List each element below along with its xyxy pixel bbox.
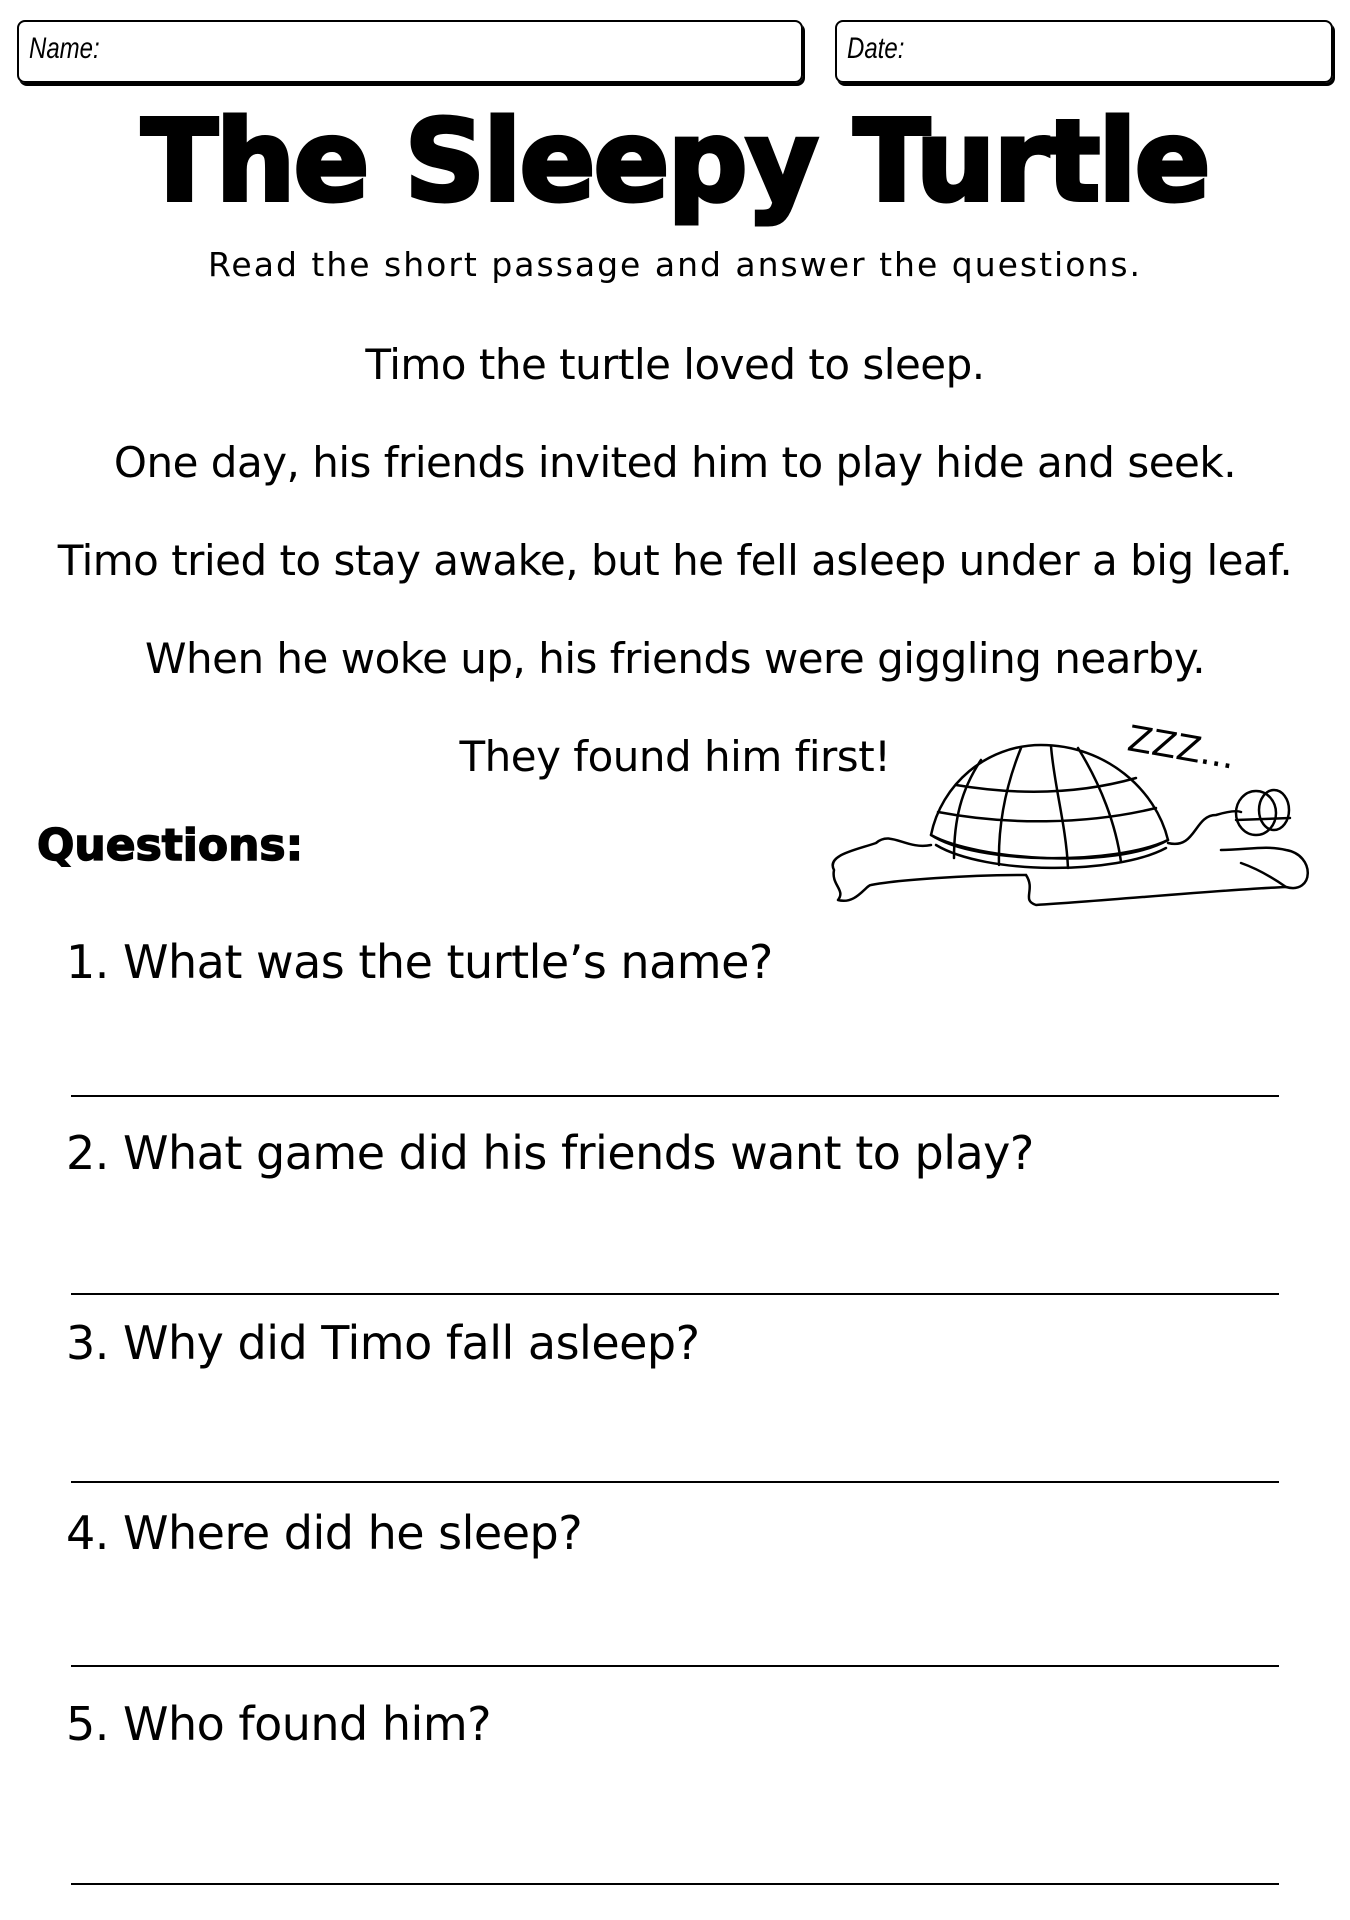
passage-line: Timo tried to stay awake, but he fell asleep under a big leaf. bbox=[57, 536, 1293, 585]
answer-line[interactable] bbox=[71, 1293, 1279, 1295]
answer-line[interactable] bbox=[71, 1095, 1279, 1097]
passage-line: They found him first! bbox=[459, 732, 891, 781]
passage-line: When he woke up, his friends were giggling nearby. bbox=[144, 634, 1206, 683]
question: 1. What was the turtle’s name? bbox=[66, 935, 773, 989]
name-field[interactable] bbox=[17, 20, 803, 83]
date-field[interactable] bbox=[835, 20, 1333, 83]
answer-line[interactable] bbox=[71, 1481, 1279, 1483]
instructions: Read the short passage and answer the questions. bbox=[207, 245, 1143, 284]
question: 5. Who found him? bbox=[66, 1697, 492, 1751]
page-title: The Sleepy Turtle bbox=[141, 97, 1209, 227]
question: 4. Where did he sleep? bbox=[66, 1506, 583, 1560]
date-label: Date: bbox=[847, 32, 905, 65]
question: 3. Why did Timo fall asleep? bbox=[66, 1316, 700, 1370]
passage-line: Timo the turtle loved to sleep. bbox=[365, 340, 985, 389]
snore-text: ZZZ... bbox=[1124, 718, 1239, 778]
answer-line[interactable] bbox=[71, 1665, 1279, 1667]
questions-heading: Questions: bbox=[37, 820, 304, 871]
sleeping-turtle-illustration bbox=[816, 700, 1350, 940]
passage-line: One day, his friends invited him to play hide and seek. bbox=[113, 438, 1237, 487]
name-label: Name: bbox=[29, 32, 100, 65]
answer-line[interactable] bbox=[71, 1883, 1279, 1885]
question: 2. What game did his friends want to play? bbox=[66, 1126, 1034, 1180]
